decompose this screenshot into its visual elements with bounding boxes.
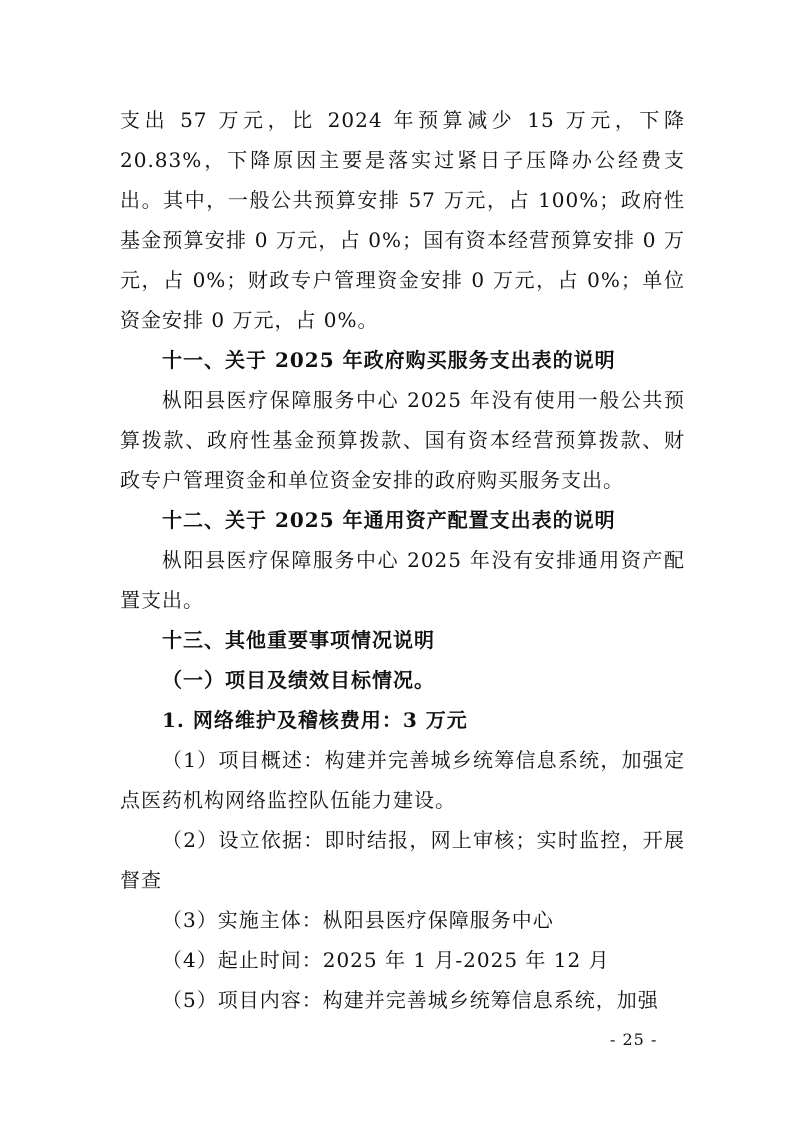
paragraph-period: （4）起止时间：2025 年 1 月-2025 年 12 月 xyxy=(162,948,610,972)
paragraph-content: （5）项目内容：构建并完善城乡统筹信息系统，加强 xyxy=(162,988,659,1012)
paragraph-gov-purchase: 枞阳县医疗保障服务中心 2025 年没有使用一般公共预算拨款、政府性基金预算拨款、国有资本经营预算拨款、财政专户管理资金和单位资金安排的政府购买服务支出。 xyxy=(120,388,685,492)
heading-section-13: 十三、其他重要事项情况说明 xyxy=(162,628,435,652)
paragraph-project-overview: （1）项目概述：构建并完善城乡统筹信息系统，加强定点医药机构网络监控队伍能力建设。 xyxy=(120,748,685,812)
paragraph-asset-config: 枞阳县医疗保障服务中心 2025 年没有安排通用资产配置支出。 xyxy=(120,548,685,612)
heading-subsection-1: （一）项目及绩效目标情况。 xyxy=(162,668,435,692)
paragraph-basis: （2）设立依据：即时结报，网上审核；实时监控，开展督查 xyxy=(120,828,685,892)
heading-item-1: 1. 网络维护及稽核费用：3 万元 xyxy=(162,708,468,732)
page-number: - 25 - xyxy=(610,1030,658,1049)
heading-section-12: 十二、关于 2025 年通用资产配置支出表的说明 xyxy=(162,508,616,532)
page-content xyxy=(120,100,685,1020)
paragraph-budget-summary: 支出 57 万元，比 2024 年预算减少 15 万元，下降 20.83%，下降原因主要是落实过紧日子压降办公经费支出。其中，一般公共预算安排 57 万元，占 100%；政府性基金预算安排 0 万元，占 0%；国有资本经营预算安排 0 万元，占 0%；财政专户管理资金安排 0 万元，占 0%；单位资金安排 0 万元，占 0%。 xyxy=(120,108,685,332)
heading-section-11: 十一、关于 2025 年政府购买服务支出表的说明 xyxy=(162,348,616,372)
paragraph-implementer: （3）实施主体：枞阳县医疗保障服务中心 xyxy=(162,908,554,932)
